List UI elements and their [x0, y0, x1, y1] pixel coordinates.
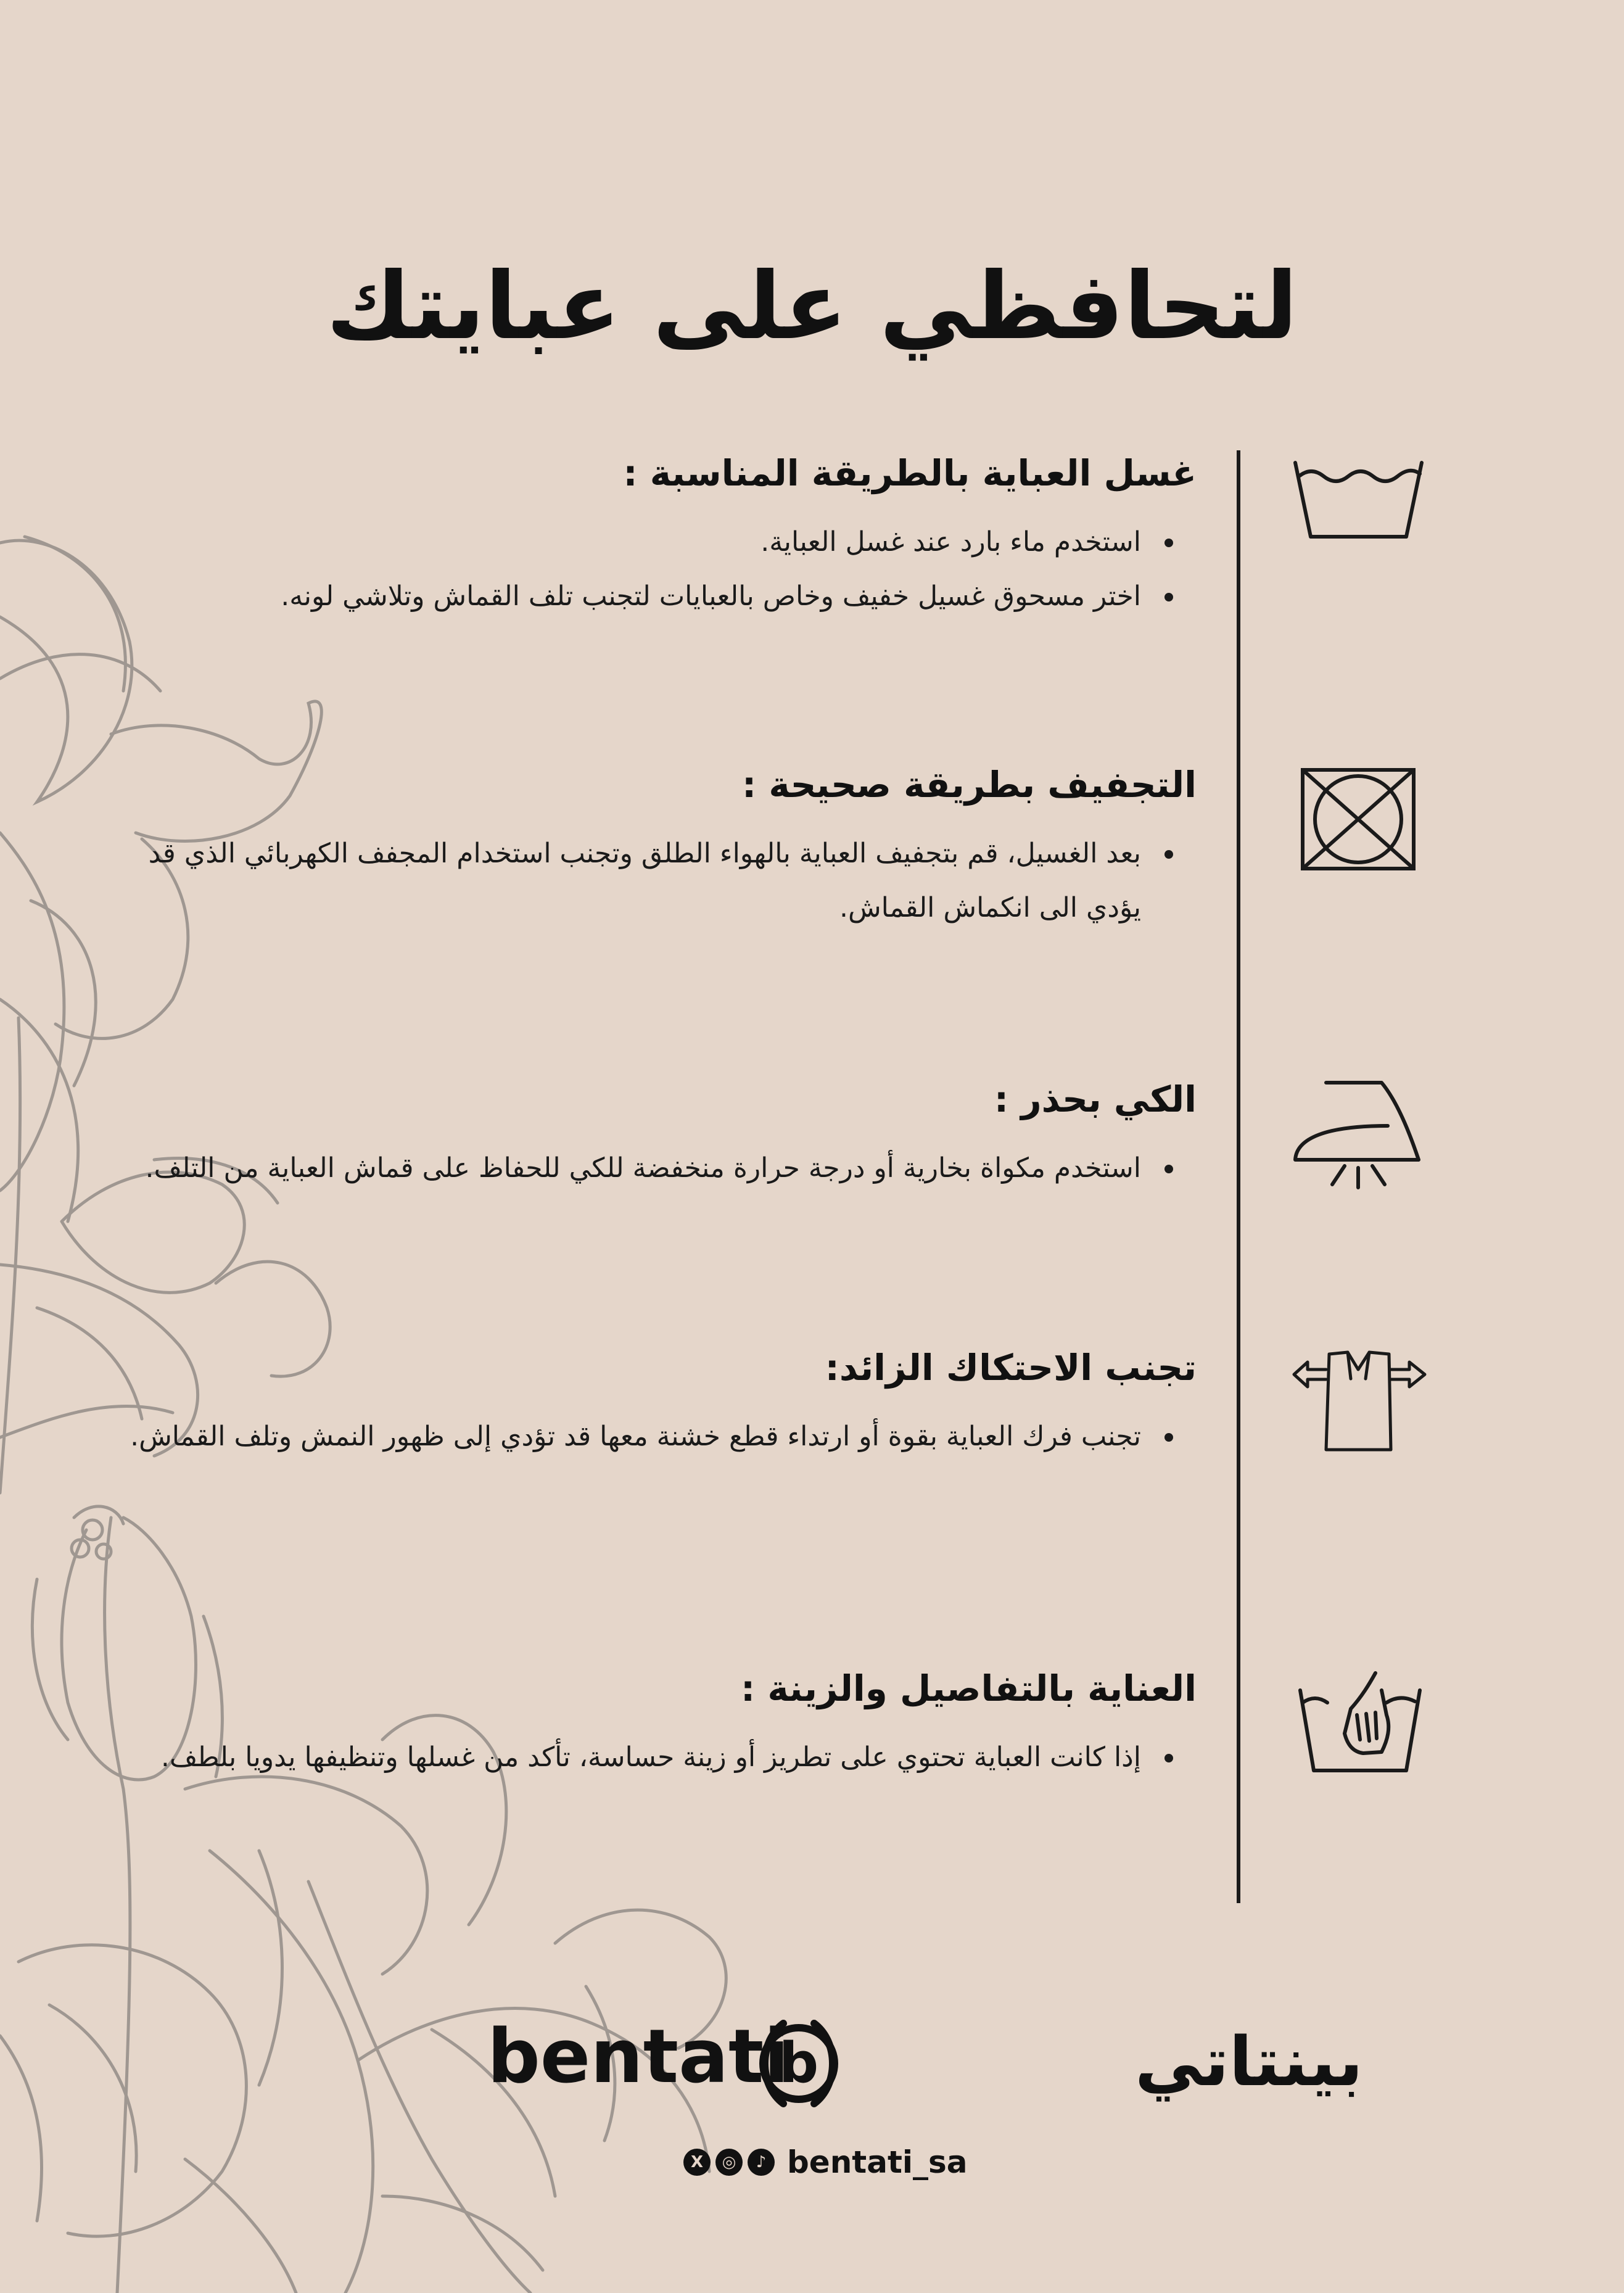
instagram-icon[interactable]: ◎	[715, 2149, 743, 2176]
bullet-list	[111, 1730, 1197, 1785]
section-drying	[111, 762, 1197, 935]
section-heading: غسل العباية بالطريقة المناسبة :	[623, 452, 1197, 494]
section-ironing	[111, 1076, 1197, 1196]
list-item: بعد الغسيل، قم بتجفيف العباية بالهواء الطلق وتجنب استخدام المجفف الكهربائي الذي قد يؤدي الى انكماش القماش.	[111, 827, 1141, 935]
vertical-divider	[1237, 450, 1240, 1903]
section-heading: تجنب الاحتكاك الزائد:	[825, 1347, 1197, 1389]
section-embellishments	[111, 1666, 1197, 1785]
social-handle[interactable]: bentati_sa	[787, 2144, 968, 2180]
list-item: إذا كانت العباية تحتوي على تطريز أو زينة حساسة، تأكد من غسلها وتنظيفها يدويا بلطف.	[111, 1730, 1141, 1785]
wash-basin-icon	[1289, 450, 1431, 561]
list-item: اختر مسحوق غسيل خفيف وخاص بالعبايات لتجنب تلف القماش وتلاشي لونه.	[111, 569, 1141, 624]
x-icon[interactable]: X	[683, 2149, 711, 2176]
section-washing	[111, 450, 1197, 624]
page-title: لتحافظي على عبايتك	[326, 253, 1298, 360]
list-item: تجنب فرك العباية بقوة أو ارتداء قطع خشنة معها قد تؤدي إلى ظهور النمش وتلف القماش.	[111, 1410, 1141, 1464]
no-tumble-dry-icon	[1289, 759, 1431, 876]
list-item: استخدم ماء بارد عند غسل العباية.	[111, 515, 1141, 569]
bullet-list	[111, 827, 1197, 935]
brand-logo	[487, 2005, 1363, 2122]
section-heading: الكي بحذر :	[994, 1078, 1197, 1120]
bullet-list	[111, 1141, 1197, 1196]
list-item: استخدم مكواة بخارية أو درجة حرارة منخفضة للكي للحفاظ على قماش العباية من التلف.	[111, 1141, 1141, 1196]
tiktok-icon[interactable]: ♪	[748, 2149, 775, 2176]
bullet-list	[111, 515, 1197, 624]
brand-monogram: b	[778, 2031, 819, 2096]
brand-latin-name: bentati	[487, 2014, 789, 2100]
hand-wash-icon	[1289, 1666, 1431, 1783]
social-links	[683, 2141, 967, 2184]
iron-steam-icon	[1289, 1076, 1431, 1194]
bullet-list	[111, 1410, 1197, 1464]
section-heading: التجفيف بطريقة صحيحة :	[742, 764, 1197, 806]
section-friction	[111, 1345, 1197, 1464]
section-heading: العناية بالتفاصيل والزينة :	[740, 1667, 1197, 1709]
garment-stretch-icon	[1289, 1345, 1431, 1456]
brand-arabic-name: بينتاتي	[1135, 2022, 1363, 2101]
